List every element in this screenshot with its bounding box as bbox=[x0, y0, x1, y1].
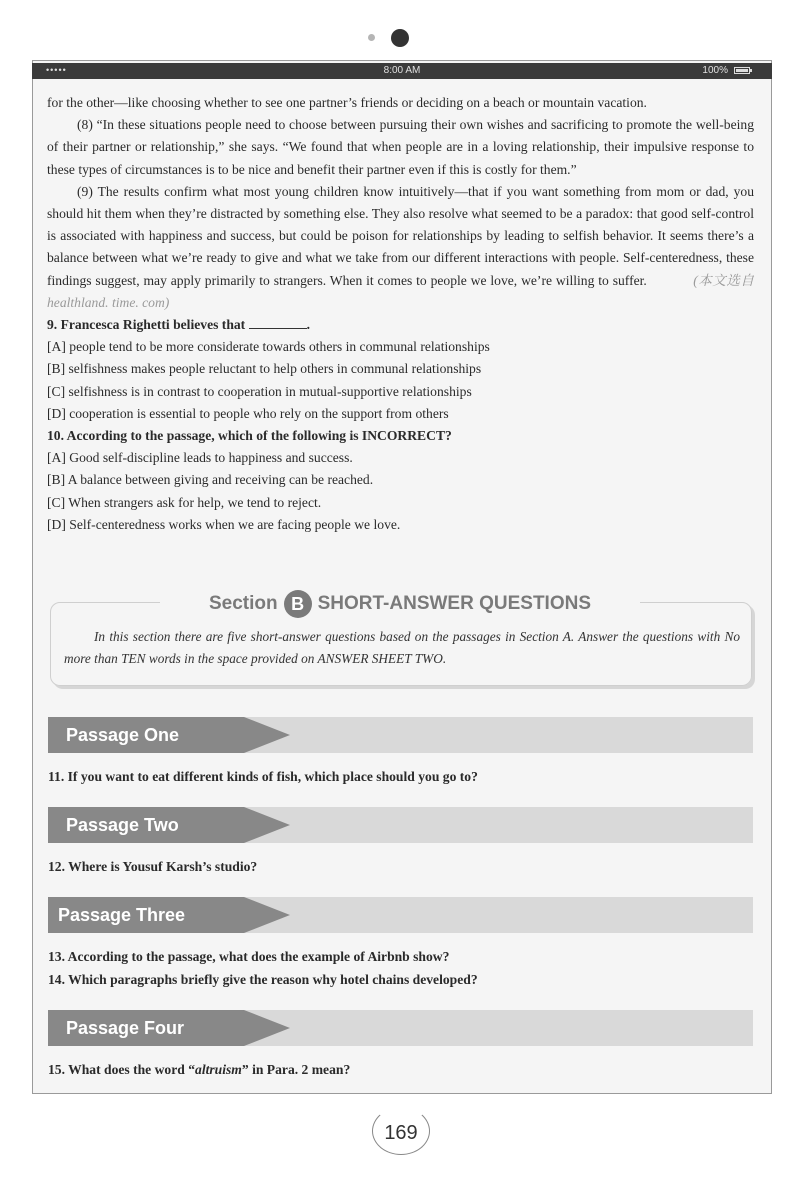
page-content bbox=[47, 92, 754, 536]
passage-four-header bbox=[48, 1010, 753, 1046]
battery-icon bbox=[734, 67, 750, 74]
passage-three-header bbox=[48, 897, 753, 933]
question-15 bbox=[48, 1059, 350, 1081]
page-number: 169 bbox=[372, 1107, 430, 1155]
passage-tab-label: Passage Three bbox=[48, 897, 244, 933]
q10-option-a: [A] Good self-discipline leads to happiness and success. bbox=[47, 450, 353, 466]
question-10: 10. According to the passage, which of the following is INCORRECT? bbox=[47, 428, 452, 444]
passage-one-header bbox=[48, 717, 753, 753]
battery-percent: 100% bbox=[702, 65, 728, 76]
arrow-icon bbox=[244, 717, 290, 753]
arrow-icon bbox=[244, 807, 290, 843]
section-b-instructions: In this section there are five short-answer questions based on the passages in Section A. Answer the questions with No more than TEN words in the space provided on ANSWER SHEET TWO. bbox=[64, 629, 740, 666]
paragraph-9-text: (9) The results confirm what most young children know intuitively—that if you want something from mom or dad, you should hit them when they’re distracted by something else. They also resolve what seemed to be a paradox: that good self-control is associated with happiness and success, but could be poison for relationships by leading to selfish behavior. It seems there’s a balance between what we’re ready to give and what we take from our different interactions with people. Self-centeredness, these findings suggest, may apply primarily to strangers. When it comes to people we love, we’re willing to suffer. bbox=[47, 183, 754, 288]
status-bar bbox=[32, 63, 772, 79]
section-b-title bbox=[160, 588, 640, 620]
camera-lens bbox=[391, 29, 409, 47]
q10-option-d: [D] Self-centeredness works when we are facing people we love. bbox=[47, 516, 401, 532]
signal-icon: ••••• bbox=[46, 65, 67, 75]
question-11: 11. If you want to eat different kinds of fish, which place should you go to? bbox=[48, 769, 478, 784]
status-time: 8:00 AM bbox=[383, 65, 421, 76]
question-9 bbox=[47, 314, 754, 336]
paragraph-8: (8) “In these situations people need to choose between pursuing their own wishes and sacrificing to promote the well-being of their partner or relationship,” she says. “We found that when people are in a loving relationship, their impulsive response to these types of circumstances is to be nice and benefit their partner even if this is costly for them.” bbox=[47, 117, 754, 177]
question-15-post: ” in Para. 2 mean? bbox=[241, 1062, 351, 1077]
q9-option-b: [B] selfishness makes people reluctant to help others in communal relationships bbox=[47, 361, 482, 377]
question-12: 12. Where is Yousuf Karsh’s studio? bbox=[48, 859, 258, 874]
section-badge: B bbox=[284, 590, 312, 618]
passage-tab-label: Passage Four bbox=[48, 1010, 244, 1046]
source-citation: (本文选自 healthland. time. com) bbox=[47, 272, 754, 310]
question-13: 13. According to the passage, what does the example of Airbnb show? bbox=[48, 949, 450, 964]
passage-tab-label: Passage Two bbox=[48, 807, 244, 843]
passage-two-header bbox=[48, 807, 753, 843]
question-15-pre: 15. What does the word “ bbox=[48, 1062, 196, 1077]
question-9-end: . bbox=[306, 317, 311, 333]
camera-dot-small bbox=[368, 34, 375, 41]
paragraph-9 bbox=[47, 181, 754, 314]
answer-blank bbox=[249, 315, 307, 329]
q9-option-c: [C] selfishness is in contrast to cooperation in mutual-supportive relationships bbox=[47, 383, 472, 399]
question-15-keyword: altruism bbox=[195, 1062, 242, 1077]
section-word: Section bbox=[208, 593, 278, 614]
question-14: 14. Which paragraphs briefly give the reason why hotel chains developed? bbox=[48, 972, 478, 987]
arrow-icon bbox=[244, 1010, 290, 1046]
q9-option-a: [A] people tend to be more considerate towards others in communal relationships bbox=[47, 339, 490, 355]
passage-tab-label: Passage One bbox=[48, 717, 244, 753]
question-9-stem: 9. Francesca Righetti believes that bbox=[47, 317, 246, 333]
paragraph-continued: for the other—like choosing whether to see one partner’s friends or deciding on a beach or mountain vacation. bbox=[47, 95, 647, 110]
section-heading: SHORT-ANSWER QUESTIONS bbox=[317, 593, 592, 614]
q10-option-b: [B] A balance between giving and receiving can be reached. bbox=[47, 472, 374, 488]
q9-option-d: [D] cooperation is essential to people who rely on the support from others bbox=[47, 405, 449, 421]
q10-option-c: [C] When strangers ask for help, we tend to reject. bbox=[47, 494, 322, 510]
arrow-icon bbox=[244, 897, 290, 933]
